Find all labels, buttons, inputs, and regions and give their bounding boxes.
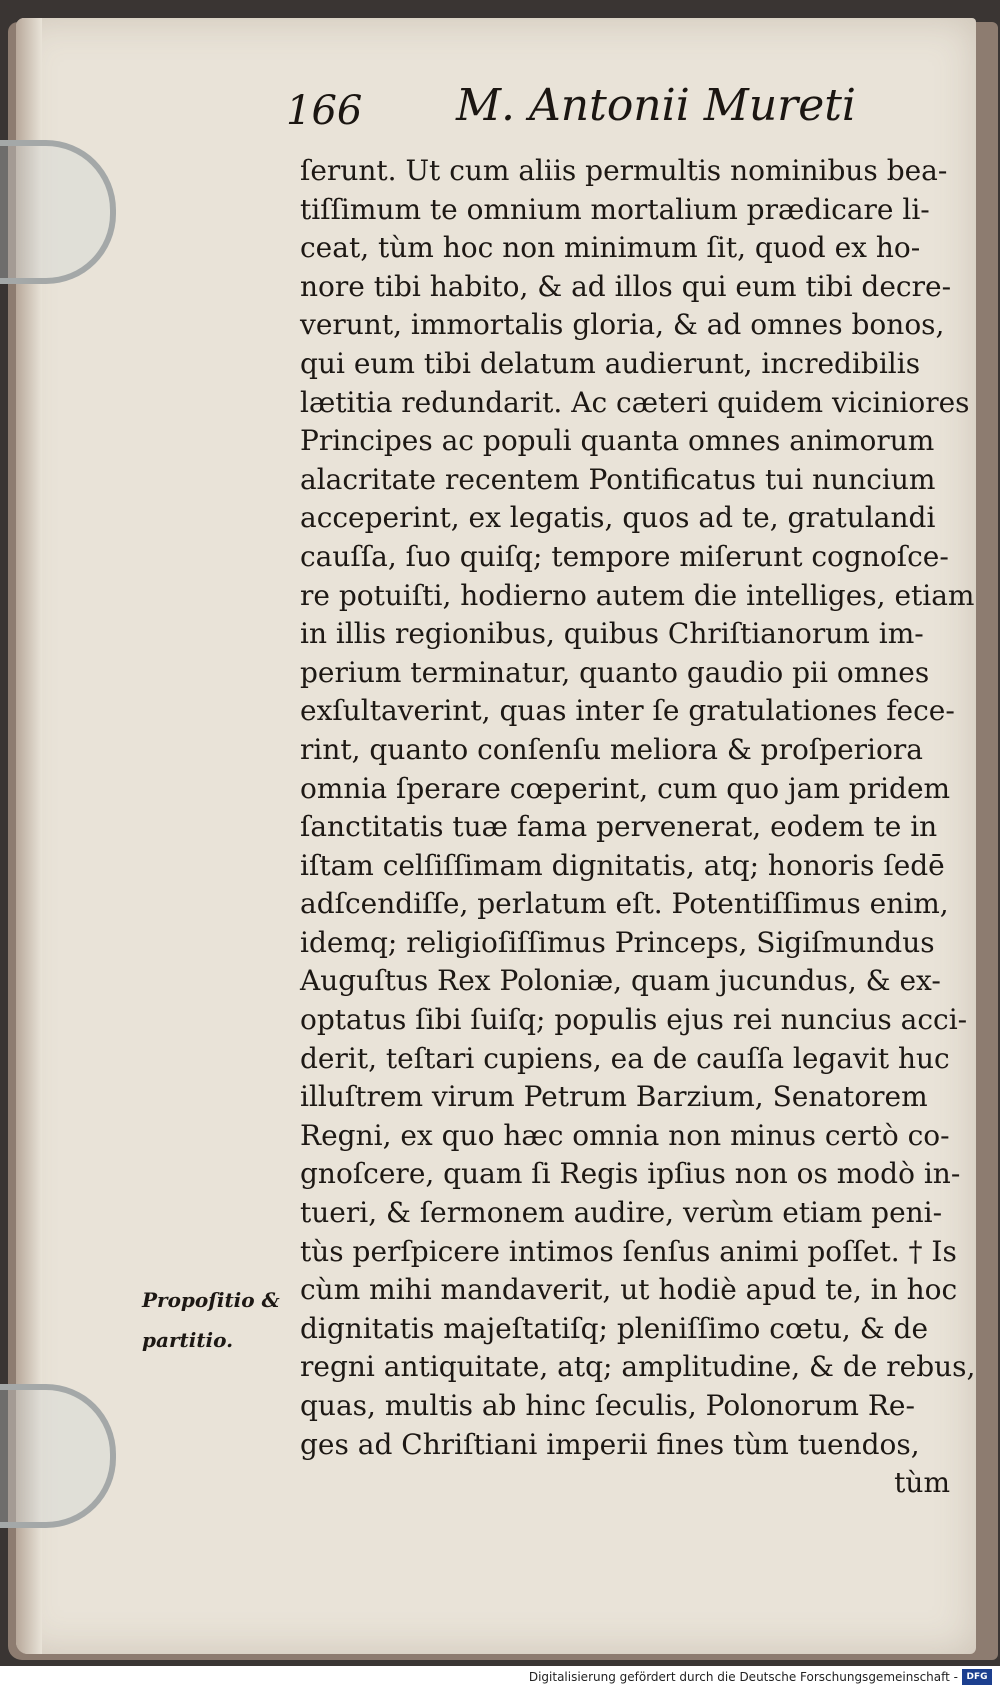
text-line: regni antiquitate, atq; amplitudine, & de rebus, <box>300 1350 976 1384</box>
text-line: perium terminatur, quanto gaudio pii omnes <box>300 655 930 689</box>
footer <box>0 1666 1000 1690</box>
text-line: Auguſtus Rex Poloniæ, quam jucundus, & ex- <box>300 964 941 998</box>
book-page <box>16 18 976 1654</box>
text-line: cauſſa, ſuo quiſq; tempore miſerunt cognoſce- <box>300 539 949 573</box>
text-line: re potuiſti, hodierno autem die intelliges, etiam <box>300 578 975 612</box>
text-line: derit, teſtari cupiens, ea de cauſſa legavit huc <box>300 1041 950 1075</box>
text-line: illuſtrem virum Petrum Barzium, Senatorem <box>300 1080 928 1114</box>
text-line: cùm mihi mandaverit, ut hodiè apud te, in hoc <box>300 1273 958 1307</box>
body-text <box>300 152 976 1503</box>
page-number: 166 <box>286 88 363 134</box>
text-line: verunt, immortalis gloria, & ad omnes bonos, <box>300 308 945 342</box>
marginal-note-line: Propoſitio & <box>142 1288 280 1312</box>
text-line: alacritate recentem Pontificatus tui nuncium <box>300 462 936 496</box>
text-line: optatus ſibi ſuiſq; populis ejus rei nuncius acci- <box>300 1003 968 1037</box>
dfg-logo: DFG <box>962 1669 992 1685</box>
text-line: ceat, tùm hoc non minimum ſit, quod ex ho- <box>300 231 921 265</box>
text-line: lætitia redundarit. Ac cæteri quidem viciniores <box>300 385 970 419</box>
text-line: in illis regionibus, quibus Chriſtianorum im- <box>300 617 924 651</box>
text-line: tùs perſpicere intimos ſenſus animi poſſet. † Is <box>300 1234 957 1268</box>
text-line: gnoſcere, quam ſi Regis ipſius non os modò in- <box>300 1157 961 1191</box>
text-line: iſtam celſiſſimam dignitatis, atq; honoris ſedē <box>300 848 945 882</box>
text-line: tueri, & ſermonem audire, verùm etiam peni- <box>300 1196 943 1230</box>
catchword: tùm <box>894 1466 950 1500</box>
text-line: exſultaverint, quas inter ſe gratulationes fece- <box>300 694 955 728</box>
marginal-note-line: partitio. <box>142 1328 234 1352</box>
footer-credit: Digitalisierung gefördert durch die Deutsche Forschungsgemeinschaft - <box>528 1670 958 1684</box>
text-line: quas, multis ab hinc ſeculis, Polonorum Re- <box>300 1389 915 1422</box>
text-line: ges ad Chriſtiani imperii fines tùm tuendos, <box>300 1427 920 1461</box>
text-line: dignitatis majeſtatiſq; pleniſſimo cœtu, & de <box>300 1311 929 1345</box>
text-line: ſerunt. Ut cum aliis permultis nominibus bea- <box>300 154 948 187</box>
text-line: adſcendiſſe, perlatum eſt. Potentiſſimus enim, <box>300 887 949 921</box>
page-header <box>16 80 976 136</box>
text-line: idemq; religioſiſſimus Princeps, Sigiſmundus <box>300 925 935 959</box>
text-line: ſanctitatis tuæ fama pervenerat, eodem te in <box>300 810 938 844</box>
marginal-note <box>142 1280 292 1360</box>
text-line: tiſſimum te omnium mortalium prædicare li- <box>300 192 930 226</box>
text-line: nore tibi habito, & ad illos qui eum tibi decre- <box>300 269 952 303</box>
text-line: omnia ſperare cœperint, cum quo jam pridem <box>300 771 951 805</box>
text-line: Principes ac populi quanta omnes animorum <box>300 424 935 458</box>
text-line: acceperint, ex legatis, quos ad te, gratulandi <box>300 501 936 535</box>
running-head: M. Antonii Mureti <box>456 80 856 131</box>
text-line: rint, quanto conſenſu meliora & proſperiora <box>300 732 923 766</box>
text-line: qui eum tibi delatum audierunt, incredibilis <box>300 346 921 380</box>
text-line: Regni, ex quo hæc omnia non minus certò co- <box>300 1118 950 1152</box>
